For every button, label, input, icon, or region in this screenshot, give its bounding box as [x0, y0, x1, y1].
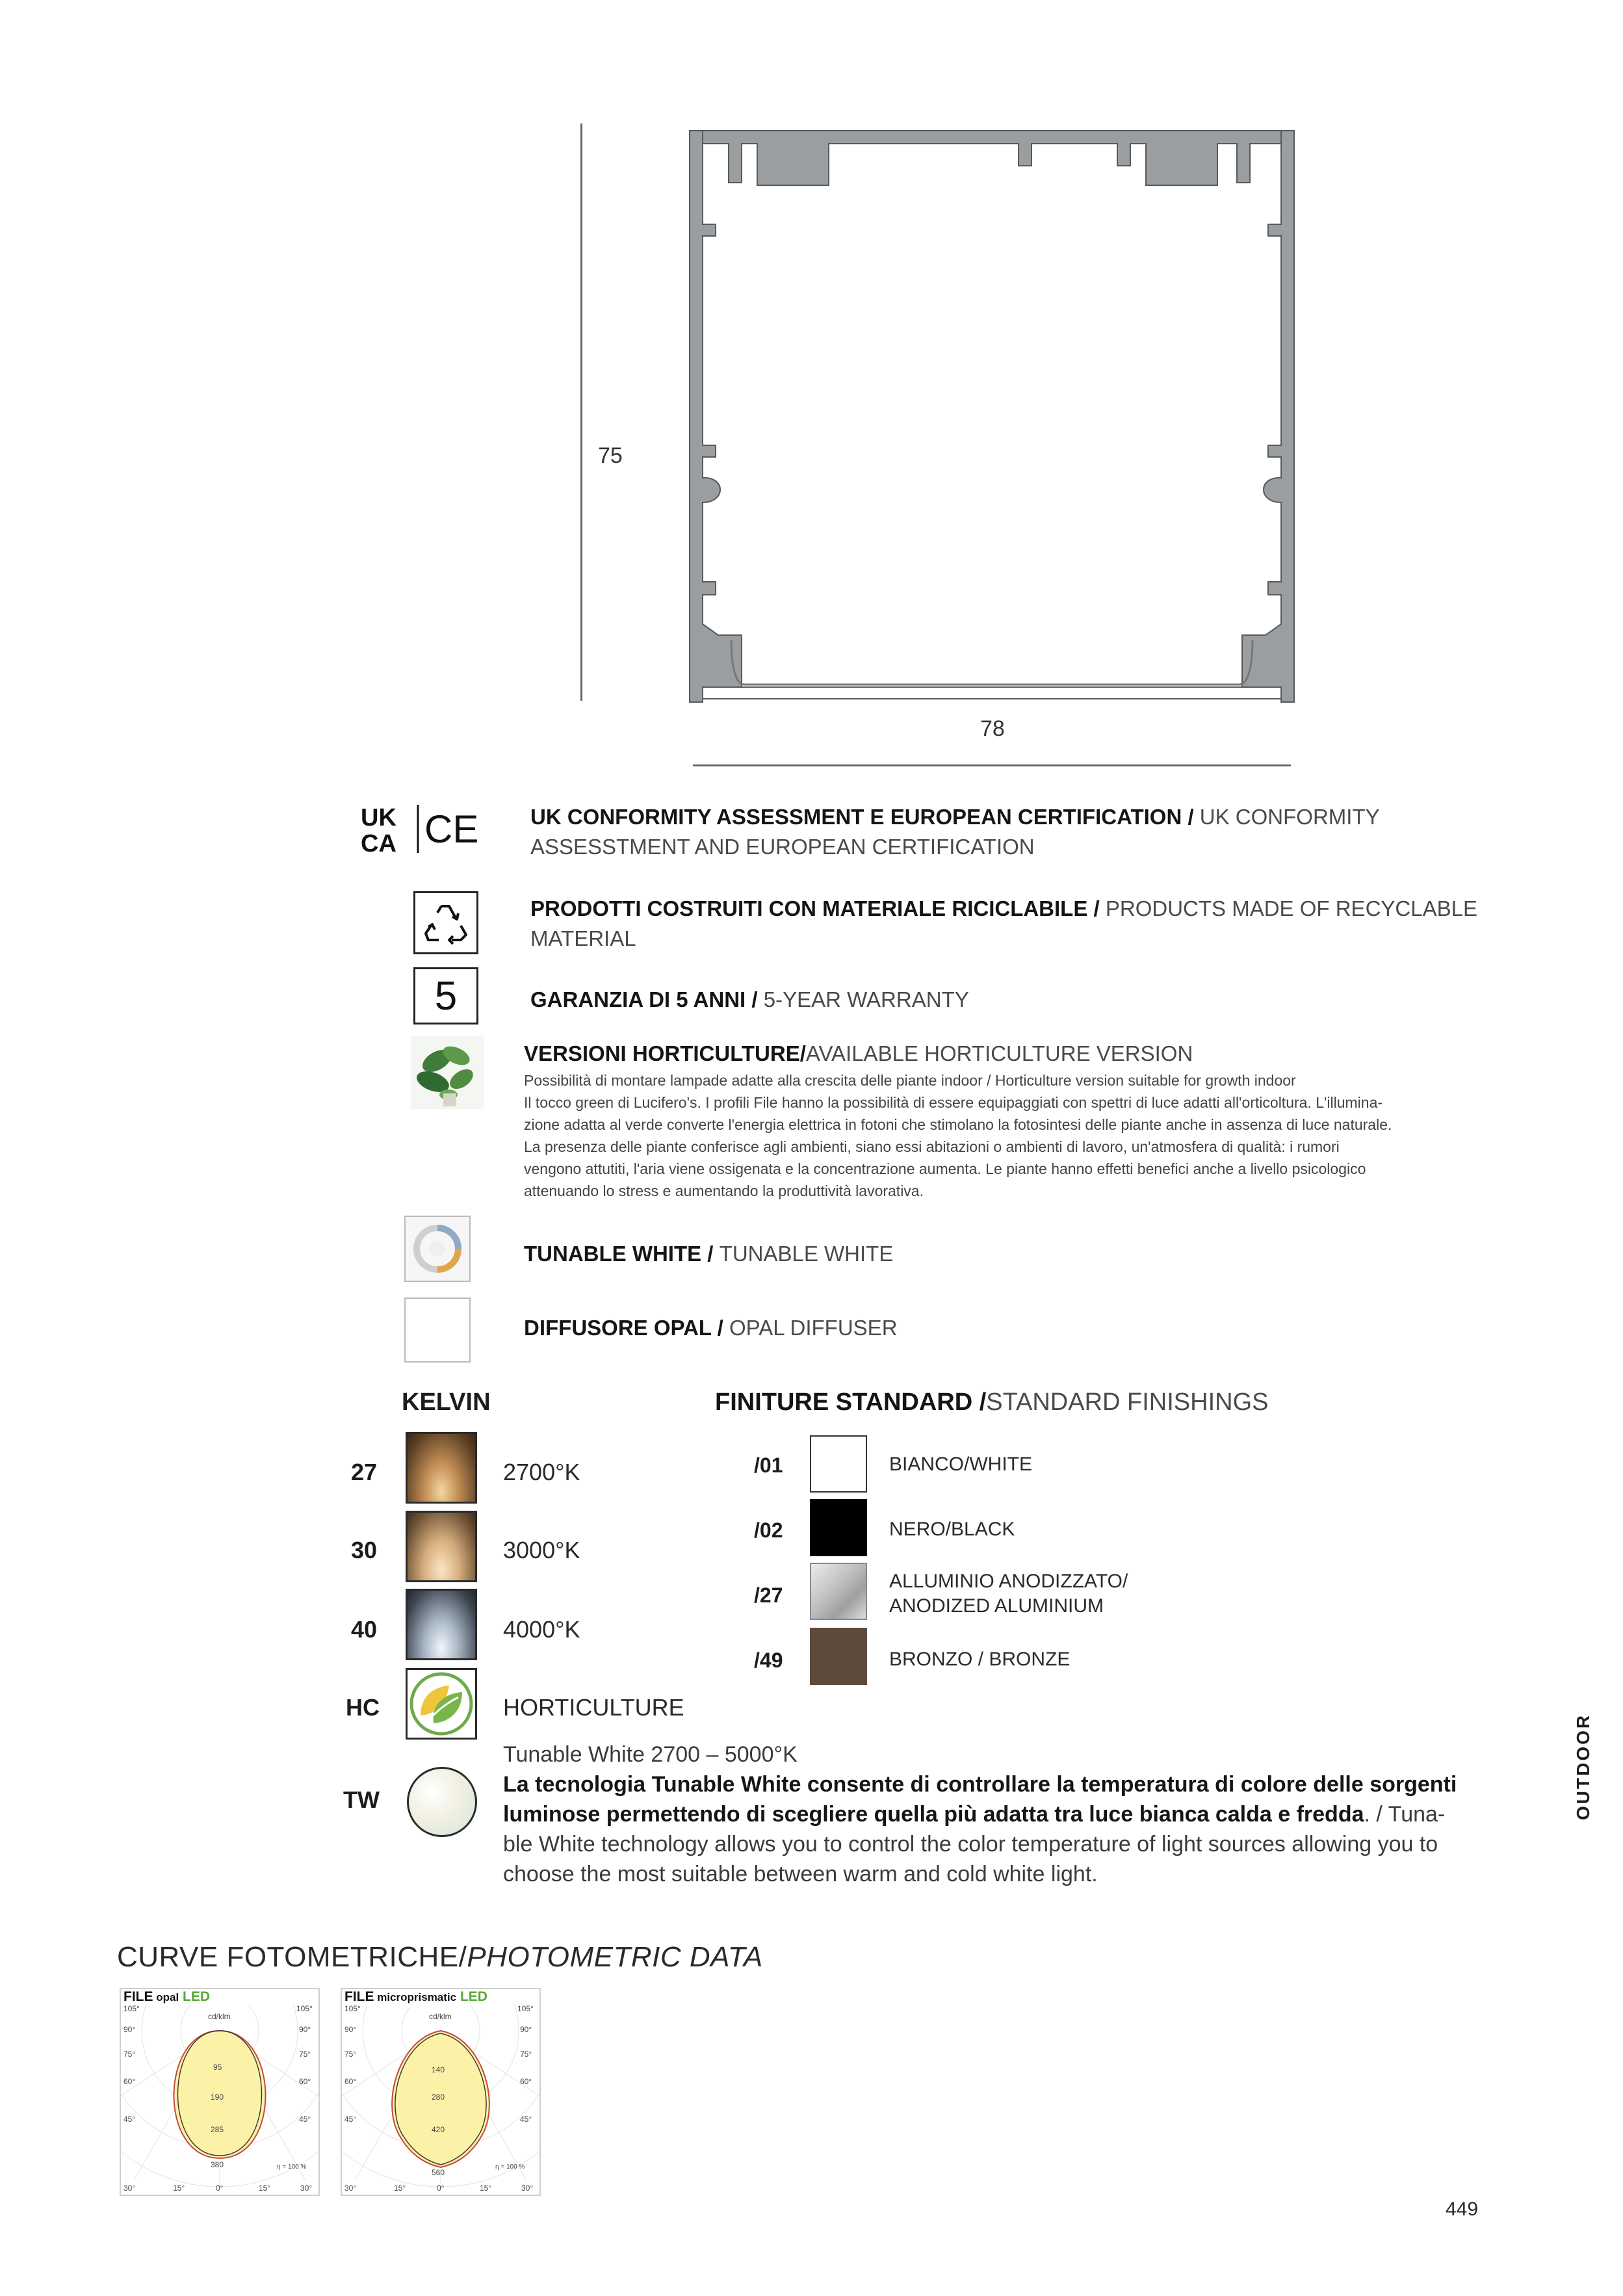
- svg-text:UK: UK: [361, 804, 396, 831]
- angle-label: 15°: [259, 2184, 271, 2193]
- finish-label-anodized: [889, 1569, 1128, 1619]
- efficiency-label: η = 100 %: [277, 2163, 307, 2171]
- efficiency-label: η = 100 %: [495, 2163, 525, 2171]
- finishes-title-bold: FINITURE STANDARD /: [715, 1389, 987, 1416]
- angle-label: 15°: [480, 2184, 492, 2193]
- kelvin-code-27: 27: [351, 1459, 378, 1485]
- horticulture-heading: [524, 1039, 1193, 1069]
- tunable-white-text: [503, 1740, 1472, 1889]
- horticulture-subtitle: AVAILABLE HORTICULTURE VERSION: [805, 1041, 1193, 1065]
- kelvin-label-27: 2700°K: [503, 1459, 580, 1485]
- chart-opal-title: [123, 1989, 210, 2005]
- angle-label: 15°: [173, 2184, 185, 2193]
- value-label: 560: [432, 2168, 445, 2177]
- tunable-white-icon: [406, 1217, 469, 1281]
- width-dimension-label: 78: [980, 716, 1005, 741]
- recycle-icon: [415, 893, 476, 952]
- tunable-white-description: [524, 1239, 893, 1269]
- angle-label: 90°: [344, 2025, 357, 2034]
- photometric-title: [117, 1941, 763, 1974]
- finish-swatch-black: [810, 1499, 867, 1556]
- tunable-white-separator: /: [701, 1242, 720, 1266]
- finish-label-white: BIANCO/WHITE: [889, 1454, 1033, 1475]
- finish-label-anodized-line1: ALLUMINIO ANODIZZATO/: [889, 1571, 1128, 1592]
- height-dimension-line: [580, 124, 582, 701]
- angle-label: 60°: [123, 2077, 136, 2086]
- angle-label: 45°: [520, 2115, 532, 2124]
- finishes-title-light: STANDARD FINISHINGS: [986, 1389, 1269, 1416]
- horticulture-plant-icon: [411, 1036, 484, 1109]
- finish-code-02: /02: [754, 1519, 783, 1542]
- photometric-chart-opal: [120, 1988, 320, 2196]
- kelvin-label-40: 4000°K: [503, 1616, 580, 1643]
- value-label: 420: [432, 2125, 445, 2134]
- angle-label: 75°: [344, 2050, 357, 2059]
- opal-diffuser-subtitle: OPAL DIFFUSER: [729, 1316, 898, 1340]
- kelvin-label-hc: HORTICULTURE: [503, 1694, 684, 1721]
- finish-label-black: NERO/BLACK: [889, 1519, 1015, 1540]
- chart-micro-title: [344, 1989, 487, 2005]
- angle-label: 90°: [520, 2025, 532, 2034]
- kelvin-label-30: 3000°K: [503, 1537, 580, 1563]
- value-label: 285: [211, 2125, 224, 2134]
- finish-label-bronze: BRONZO / BRONZE: [889, 1649, 1071, 1670]
- tunable-white-title: TUNABLE WHITE: [524, 1242, 702, 1266]
- opal-diffuser-icon: [404, 1298, 471, 1363]
- svg-text:CA: CA: [361, 830, 396, 855]
- warranty-icon: 5: [413, 967, 478, 1024]
- kelvin-code-hc: HC: [346, 1694, 380, 1721]
- ukca-subtitle: UK CONFORMITY ASSESSTMENT AND EUROPEAN CERTIFICATION: [530, 805, 1380, 859]
- value-label: 140: [432, 2065, 445, 2074]
- finish-swatch-white: [810, 1435, 867, 1493]
- outdoor-side-label: OUTDOOR: [1573, 1713, 1593, 1820]
- kelvin-title: KELVIN: [402, 1389, 491, 1416]
- page-number: 449: [1446, 2198, 1479, 2220]
- angle-label: 90°: [123, 2025, 136, 2034]
- angle-label: 30°: [344, 2184, 357, 2193]
- recycle-title: PRODOTTI COSTRUITI CON MATERIALE RICICLABILE: [530, 896, 1088, 920]
- ukca-title: UK CONFORMITY ASSESSMENT E EUROPEAN CERTIFICATION: [530, 805, 1182, 829]
- recycle-icon-box: [413, 891, 478, 954]
- kelvin-swatch-27: [406, 1432, 477, 1504]
- angle-label: 90°: [299, 2025, 311, 2034]
- tunable-white-subtitle: TUNABLE WHITE: [719, 1242, 894, 1266]
- kelvin-code-tw: TW: [343, 1786, 380, 1813]
- finishes-title: [715, 1389, 1269, 1416]
- photometric-title-italic: PHOTOMETRIC DATA: [467, 1941, 763, 1973]
- chart-micro-svg: [342, 2005, 539, 2195]
- warranty-separator: /: [746, 987, 764, 1011]
- angle-label: 105°: [296, 2005, 313, 2013]
- angle-label: 60°: [344, 2077, 357, 2086]
- kelvin-code-40: 40: [351, 1616, 378, 1643]
- tunable-white-bold-text: La tecnologia Tunable White consente di controllare la temperatura di colore delle sorgenti luminose permettendo di scegliere quella più adatta tra luce bianca calda e fredda: [503, 1772, 1457, 1827]
- kelvin-swatch-30: [406, 1511, 477, 1582]
- unit-label: cd/klm: [429, 2012, 452, 2021]
- profile-section-drawing: [686, 127, 1300, 709]
- angle-label: 30°: [521, 2184, 534, 2193]
- value-label: 95: [213, 2063, 222, 2072]
- horticulture-body-line: Il tocco green di Lucifero's. I profili File hanno la possibilità di essere equipaggiati con spettri di luce adatti all'orticoltura. L'illumina-: [524, 1094, 1383, 1111]
- horticulture-body-line: La presenza delle piante conferisce agli ambienti, siano essi abitazioni o ambienti di lavoro, un'atmosfera di qualità: i rumori: [524, 1138, 1340, 1155]
- opal-diffuser-description: [524, 1313, 898, 1343]
- finish-code-27: /27: [754, 1584, 783, 1607]
- chart-opal-variant: opal: [153, 1991, 179, 2003]
- finish-swatch-bronze: [810, 1628, 867, 1685]
- chart-opal-prefix: FILE: [123, 1989, 153, 2004]
- angle-label: 0°: [216, 2184, 224, 2193]
- opal-diffuser-title: DIFFUSORE OPAL: [524, 1316, 712, 1340]
- photometric-chart-microprismatic: [341, 1988, 541, 2196]
- value-label: 280: [432, 2093, 445, 2102]
- unit-label: cd/klm: [208, 2012, 231, 2021]
- finish-swatch-anodized: [810, 1563, 867, 1620]
- value-label: 190: [211, 2093, 224, 2102]
- recycle-description: [530, 894, 1479, 954]
- chart-opal-led: LED: [179, 1989, 211, 2004]
- ukca-icon: [361, 802, 478, 855]
- kelvin-code-30: 30: [351, 1537, 378, 1563]
- finish-label-anodized-line2: ANODIZED ALUMINIUM: [889, 1595, 1104, 1617]
- angle-label: 105°: [344, 2005, 361, 2013]
- chart-micro-led: LED: [456, 1989, 487, 2004]
- chart-micro-variant: microprismatic: [374, 1991, 457, 2003]
- angle-label: 30°: [123, 2184, 136, 2193]
- angle-label: 75°: [520, 2050, 532, 2059]
- recycle-separator: /: [1087, 896, 1106, 920]
- warranty-title: GARANZIA DI 5 ANNI: [530, 987, 746, 1011]
- angle-label: 45°: [299, 2115, 311, 2124]
- horticulture-body-line: Possibilità di montare lampade adatte alla crescita delle piante indoor / Horticulture version suitable for growth indoor: [524, 1072, 1296, 1089]
- chart-opal-svg: [121, 2005, 318, 2195]
- finish-code-01: /01: [754, 1454, 783, 1477]
- horticulture-body-line: vengono attutiti, l'aria viene ossigenata e la concentrazione aumenta. Le piante hanno effetti benefici anche a livello psicologico: [524, 1160, 1366, 1177]
- horticulture-body-line: attenuando lo stress e aumentando la produttività lavorativa.: [524, 1182, 924, 1199]
- tunable-white-rest-text: . / Tuna- ble White technology allows you to control the color temperature of light sources allowing you to choose the most suitable between warm and cold white light.: [503, 1802, 1446, 1886]
- warranty-description: [530, 985, 969, 1015]
- kelvin-swatch-hc: [406, 1668, 477, 1740]
- width-dimension-line: [693, 764, 1291, 766]
- angle-label: 75°: [123, 2050, 136, 2059]
- angle-label: 105°: [123, 2005, 140, 2013]
- angle-label: 0°: [437, 2184, 445, 2193]
- horticulture-title: VERSIONI HORTICULTURE/: [524, 1041, 806, 1065]
- height-dimension-label: 75: [598, 443, 623, 468]
- tunable-white-icon-box: [404, 1216, 471, 1282]
- tunable-white-range: Tunable White 2700 – 5000°K: [503, 1742, 798, 1767]
- horticulture-leaf-icon: [408, 1670, 475, 1738]
- recycle-subtitle: PRODUCTS MADE OF RECYCLABLE MATERIAL: [530, 896, 1477, 950]
- horticulture-body-line: zione adatta al verde converte l'energia elettrica in fotoni che stimolano la fotosintesi delle piante anche in assenza di luce naturale.: [524, 1116, 1392, 1133]
- ukca-description: [530, 802, 1479, 862]
- kelvin-swatch-tw: [407, 1767, 477, 1837]
- ce-icon: CE: [424, 807, 478, 851]
- ukca-separator: /: [1182, 805, 1200, 829]
- finish-code-49: /49: [754, 1649, 783, 1672]
- chart-micro-prefix: FILE: [344, 1989, 374, 2004]
- angle-label: 45°: [123, 2115, 136, 2124]
- angle-label: 30°: [300, 2184, 313, 2193]
- angle-label: 15°: [394, 2184, 406, 2193]
- photometric-title-regular: CURVE FOTOMETRICHE/: [117, 1941, 467, 1973]
- angle-label: 75°: [299, 2050, 311, 2059]
- angle-label: 60°: [520, 2077, 532, 2086]
- value-label: 380: [211, 2160, 224, 2169]
- horticulture-body: [524, 1069, 1473, 1202]
- angle-label: 60°: [299, 2077, 311, 2086]
- warranty-subtitle: 5-YEAR WARRANTY: [763, 987, 969, 1011]
- ukca-ce-logo: [361, 802, 478, 855]
- kelvin-swatch-40: [406, 1589, 477, 1660]
- angle-label: 45°: [344, 2115, 357, 2124]
- angle-label: 105°: [517, 2005, 534, 2013]
- opal-diffuser-separator: /: [711, 1316, 729, 1340]
